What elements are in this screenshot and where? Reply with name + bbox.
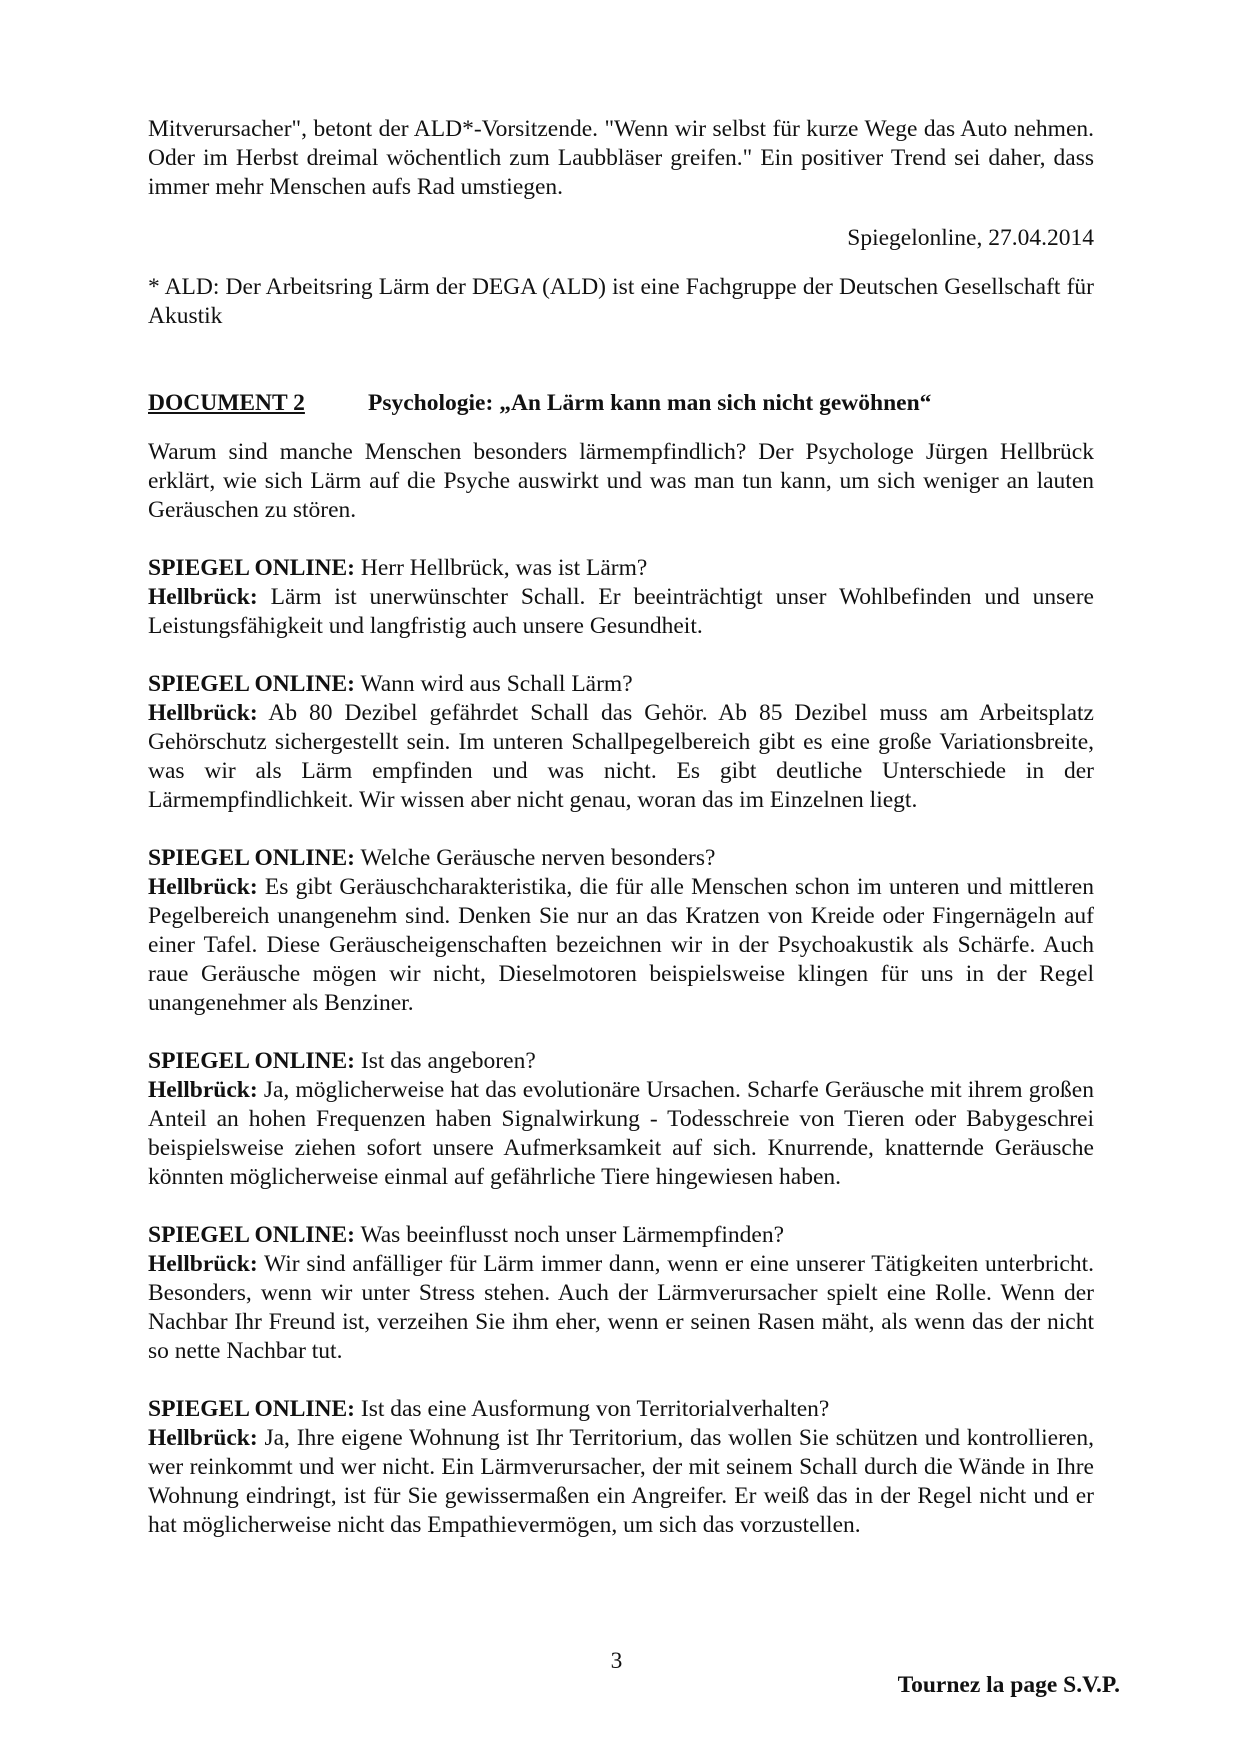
answer xyxy=(148,873,1094,1018)
answer xyxy=(148,1076,1094,1192)
interviewee-label: Hellbrück: xyxy=(148,700,258,726)
document-label: DOCUMENT 2 xyxy=(148,390,305,416)
interviewer-label: SPIEGEL ONLINE: xyxy=(148,671,355,697)
interviewer-label: SPIEGEL ONLINE: xyxy=(148,845,355,871)
question-text: Was beeinflusst noch unser Lärmempfinden? xyxy=(355,1222,785,1248)
interviewer-label: SPIEGEL ONLINE: xyxy=(148,1222,355,1248)
interviewer-label: SPIEGEL ONLINE: xyxy=(148,1396,355,1422)
interviewee-label: Hellbrück: xyxy=(148,1077,258,1103)
qa-block xyxy=(148,1221,1094,1366)
qa-block xyxy=(148,844,1094,1018)
answer-text: Ab 80 Dezibel gefährdet Schall das Gehör. Ab 85 Dezibel muss am Arbeitsplatz Gehörschutz sichergestellt sein. Im unteren Schallpegelbereich gibt es eine große Variationsbreite, was wir als Lärm empfinden und was nicht. Es gibt deutliche Unterschiede in der Lärmempfindlichkeit. Wir wissen aber nicht genau, woran das im Einzelnen liegt. xyxy=(148,700,1094,813)
document-heading xyxy=(148,389,1094,418)
interviewee-label: Hellbrück: xyxy=(148,874,258,900)
footnote: * ALD: Der Arbeitsring Lärm der DEGA (ALD) ist eine Fachgruppe der Deutschen Gesellschaft für Akustik xyxy=(148,274,1094,329)
question xyxy=(148,1047,1094,1076)
turn-page-note: Tournez la page S.V.P. xyxy=(897,1672,1120,1698)
interviewee-label: Hellbrück: xyxy=(148,1425,258,1451)
interviewer-label: SPIEGEL ONLINE: xyxy=(148,1048,355,1074)
question xyxy=(148,844,1094,873)
page-number: 3 xyxy=(610,1648,623,1674)
question xyxy=(148,1395,1094,1424)
document-page xyxy=(148,115,1094,1540)
question xyxy=(148,1221,1094,1250)
question xyxy=(148,554,1094,583)
interviewer-label: SPIEGEL ONLINE: xyxy=(148,555,355,581)
qa-block xyxy=(148,554,1094,641)
question-text: Herr Hellbrück, was ist Lärm? xyxy=(355,555,648,581)
question-text: Wann wird aus Schall Lärm? xyxy=(355,671,633,697)
qa-block xyxy=(148,1047,1094,1192)
source-citation: Spiegelonline, 27.04.2014 xyxy=(847,225,1094,251)
question-text: Welche Geräusche nerven besonders? xyxy=(355,845,716,871)
answer-text: Ja, Ihre eigene Wohnung ist Ihr Territorium, das wollen Sie schützen und kontrollieren, wer reinkommt und wer nicht. Ein Lärmverursacher, der mit seinem Schall durch die Wände in Ihre Wohnung eindringt, ist für Sie gewissermaßen ein Angreifer. Er weiß das in der Regel nicht und er hat möglicherweise nicht das Empathievermögen, um sich das vorzustellen. xyxy=(148,1425,1094,1538)
answer xyxy=(148,1250,1094,1366)
interviewee-label: Hellbrück: xyxy=(148,584,258,610)
question xyxy=(148,670,1094,699)
qa-block xyxy=(148,1395,1094,1540)
question-text: Ist das eine Ausformung von Territorialverhalten? xyxy=(355,1396,830,1422)
answer xyxy=(148,583,1094,641)
answer xyxy=(148,1424,1094,1540)
answer xyxy=(148,699,1094,815)
answer-text: Wir sind anfälliger für Lärm immer dann, wenn er eine unserer Tätigkeiten unterbricht. Besonders, wenn wir unter Stress stehen. Auch der Lärmverursacher spielt eine Rolle. Wenn der Nachbar Ihr Freund ist, verzeihen Sie ihm eher, wenn er seinen Rasen mäht, als wenn das der nicht so nette Nachbar tut. xyxy=(148,1251,1094,1364)
interviewee-label: Hellbrück: xyxy=(148,1251,258,1277)
question-text: Ist das angeboren? xyxy=(355,1048,536,1074)
answer-text: Ja, möglicherweise hat das evolutionäre Ursachen. Scharfe Geräusche mit ihrem großen Anteil an hohen Frequenzen haben Signalwirkung - Todesschreie von Tieren oder Babygeschrei beispielsweise ziehen sofort unsere Aufmerksamkeit auf sich. Knurrende, knatternde Geräusche könnten möglicherweise einmal auf gefährliche Tiere hingewiesen haben. xyxy=(148,1077,1094,1190)
article-intro: Warum sind manche Menschen besonders lärmempfindlich? Der Psychologe Jürgen Hellbrück erklärt, wie sich Lärm auf die Psyche auswirkt und was man tun kann, um sich weniger an lauten Geräuschen zu stören. xyxy=(148,439,1094,523)
intro-paragraph-continued: Mitverursacher", betont der ALD*-Vorsitzende. "Wenn wir selbst für kurze Wege das Auto nehmen. Oder im Herbst dreimal wöchentlich zum Laubbläser greifen." Ein positiver Trend sei daher, dass immer mehr Menschen aufs Rad umstiegen. xyxy=(148,116,1094,200)
answer-text: Lärm ist unerwünschter Schall. Er beeinträchtigt unser Wohlbefinden und unsere Leistungsfähigkeit und langfristig auch unsere Gesundheit. xyxy=(148,584,1094,639)
answer-text: Es gibt Geräuschcharakteristika, die für alle Menschen schon im unteren und mittleren Pegelbereich unangenehm sind. Denken Sie nur an das Kratzen von Kreide oder Fingernägeln auf einer Tafel. Diese Geräuscheigenschaften bezeichnen wir in der Psychoakustik als Schärfe. Auch raue Geräusche mögen wir nicht, Dieselmotoren beispielsweise klingen für uns in der Regel unangenehmer als Benziner. xyxy=(148,874,1094,1016)
document-title: Psychologie: „An Lärm kann man sich nicht gewöhnen“ xyxy=(368,390,932,416)
qa-block xyxy=(148,670,1094,815)
